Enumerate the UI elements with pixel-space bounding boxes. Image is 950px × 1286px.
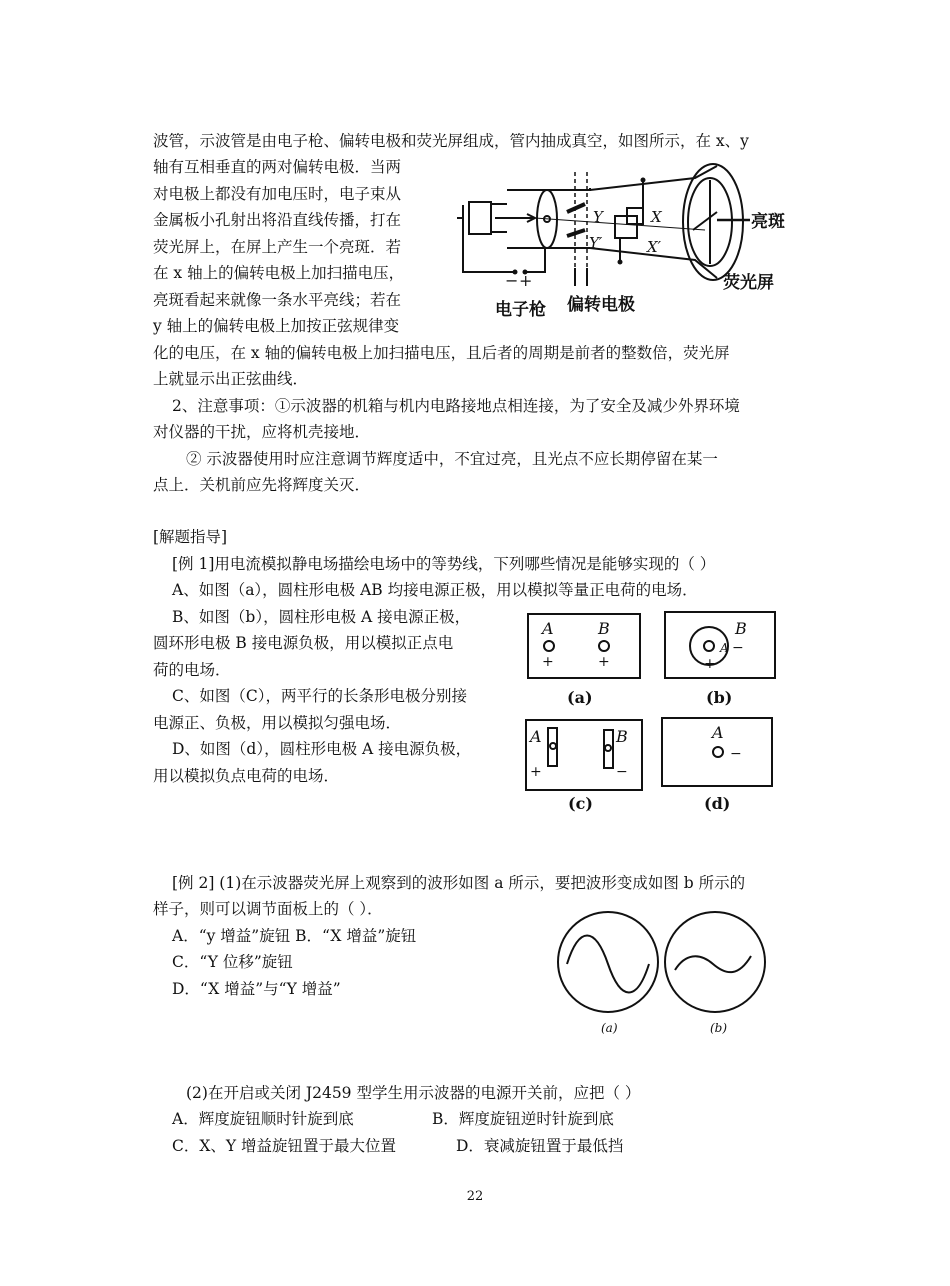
fig-c-label-b: B [616,727,628,746]
fig-a-label-b: B [598,619,610,638]
intro-line-5: 荧光屏上，在屏上产生一个亮斑．若 [153,238,402,256]
notes-line-4: 点上．关机前应先将辉度关灭． [153,476,371,494]
fig-a-label-a: A [542,619,554,638]
fig-c-minus: − [616,764,628,780]
intro-line-8: y 轴上的偏转电极上加按正弦规律变 [153,317,400,335]
example2-part2-question: (2)在开启或关闭 J2459 型学生用示波器的电源开关前，应把（ ） [186,1084,641,1102]
fig-d-minus: − [730,746,742,762]
intro-line-1: 波管，示波管是由电子枪、偏转电极和荧光屏组成，管内抽成真空，如图所示，在 x、y [153,132,749,150]
example2-options-ab: A．“y 增益”旋钮 B．“X 增益”旋钮 [172,927,417,945]
example2-part2-option-b: B．辉度旋钮逆时针旋到底 [432,1110,614,1128]
label-y: Y [593,208,603,226]
label-gun-minus: − [505,271,519,290]
label-gun-plus: + [519,271,533,290]
label-electron-gun: 电子枪 [495,300,546,320]
notes-line-1: 2、注意事项：①示波器的机箱与机内电路接地点相连接，为了安全及减少外界环境 [172,397,740,415]
example2-option-c: C．“Y 位移”旋钮 [172,953,293,971]
oscilloscope-tube-diagram [455,160,795,325]
label-deflection-electrode: 偏转电极 [567,295,635,315]
fig-a-plus-a: + [542,654,554,670]
label-x: X [651,208,662,226]
example2-option-d: D．“X 增益”与“Y 增益” [172,980,341,998]
waveform-figures [553,906,773,1038]
label-bright-spot: 亮斑 [751,212,785,232]
example1-option-b-1: B、如图（b），圆柱形电极 A 接电源正极， [172,608,471,626]
example1-option-b-3: 荷的电场． [153,661,231,679]
fig-caption-a: (a) [567,688,593,707]
page-number: 22 [466,1189,484,1204]
guide-title: [解题指导] [153,528,228,546]
example2-question-2: 样子，则可以调节面板上的（ ）． [153,900,383,918]
fig-b-label-a: A [720,641,729,655]
example1-option-d-1: D、如图（d），圆柱形电极 A 接电源负极， [172,740,472,758]
label-y-prime: Y′ [589,234,603,252]
intro-line-4: 金属板小孔射出将沿直线传播，打在 [153,211,402,229]
fig-caption-d: (d) [704,794,731,813]
fig-d-label-a: A [712,723,724,742]
fig-b-minus: − [732,640,744,656]
fig-b-label-b: B [735,619,747,638]
fig-b-plus: + [704,656,716,672]
fig-c-label-a: A [530,727,542,746]
example1-option-d-2: 用以模拟负点电荷的电场． [153,767,340,785]
intro-line-10: 上就显示出正弦曲线． [153,370,309,388]
intro-line-2: 轴有互相垂直的两对偏转电极．当两 [153,158,402,176]
wave-caption-b: (b) [710,1021,728,1035]
electrode-figures [522,608,782,814]
example2-part2-option-d: D．衰减旋钮置于最低挡 [456,1137,624,1155]
notes-line-2: 对仪器的干扰，应将机壳接地． [153,423,371,441]
fig-caption-c: (c) [568,794,593,813]
example1-option-c-1: C、如图（C），两平行的长条形电极分别接 [172,687,467,705]
example1-option-c-2: 电源正、负极，用以模拟匀强电场． [153,714,402,732]
fig-caption-b: (b) [706,688,733,707]
label-x-prime: X′ [647,238,662,256]
intro-line-6: 在 x 轴上的偏转电极上加扫描电压， [153,264,405,282]
intro-line-3: 对电极上都没有加电压时，电子束从 [153,185,402,203]
fig-a-plus-b: + [598,654,610,670]
fig-c-plus: + [530,764,542,780]
label-fluorescent-screen: 荧光屏 [723,273,774,293]
notes-line-3: ② 示波器使用时应注意调节辉度适中，不宜过亮，且光点不应长期停留在某一 [186,450,718,468]
example1-option-a: A、如图（a），圆柱形电极 AB 均接电源正极，用以模拟等量正电荷的电场． [172,581,698,599]
example1-option-b-2: 圆环形电极 B 接电源负极，用以模拟正点电 [153,634,454,652]
example1-question: [例 1]用电流模拟静电场描绘电场中的等势线，下列哪些情况是能够实现的（ ） [172,555,716,573]
wave-caption-a: (a) [601,1021,618,1035]
example2-part2-option-a: A．辉度旋钮顺时针旋到底 [172,1110,354,1128]
intro-line-9: 化的电压，在 x 轴的偏转电极上加扫描电压，且后者的周期是前者的整数倍，荧光屏 [153,344,730,362]
intro-line-7: 亮斑看起来就像一条水平亮线；若在 [153,291,402,309]
example2-question-1: [例 2] (1)在示波器荧光屏上观察到的波形如图 a 所示，要把波形变成如图 b 所示的 [172,874,746,892]
example2-part2-option-c: C．X、Y 增益旋钮置于最大位置 [172,1137,397,1155]
